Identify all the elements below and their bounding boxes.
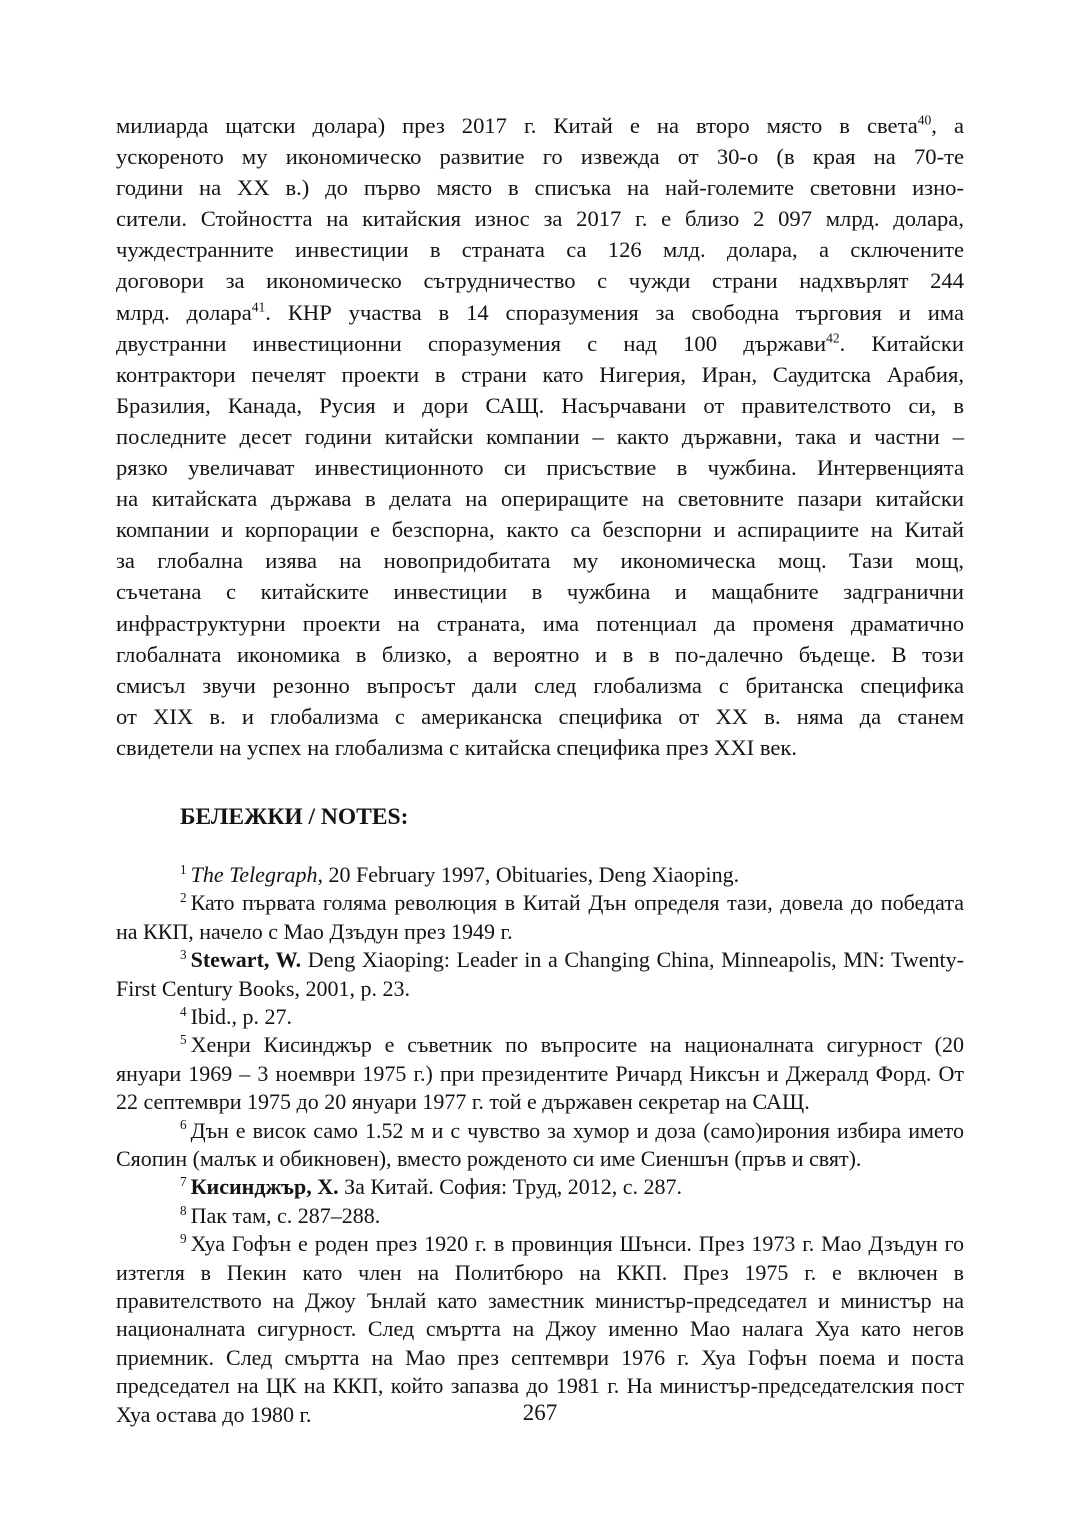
footnote-text: Като първата голяма революция в Китай Дън определя тази, довела до победата на ККП, начело с Мао Дзъдун през 1949 г. — [116, 890, 964, 944]
paragraph-line: Бразилия, Канада, Русия и дори САЩ. Насърчавани от правителството си, в — [116, 392, 964, 418]
footnote-number: 2 — [180, 890, 187, 906]
footnote-text: Пак там, с. 287–288. — [190, 1202, 381, 1228]
footnote-number: 7 — [180, 1174, 187, 1190]
paragraph-line: милиарда щатски долара) през 2017 г. Китай е на второ място в света$^{40}$, а — [116, 112, 965, 138]
paragraph-line: свидетели на успех на глобализма с китайска специфика през XXI век. — [116, 734, 798, 760]
paragraph-line: двустранни инвестиционни споразумения с над 100 държави$^{42}$. Китайски — [116, 330, 964, 356]
footnote-text: Дън е висок само 1.52 м и с чувство за хумор и доза (само)ирония избира името Сяопин (малък и обикновен), вместо рожденото си име Сиеншън (пръв и свят). — [116, 1117, 964, 1172]
paragraph-line: глобалната икономика в близко, а вероятно и в в по-далечно бъдеще. В този — [116, 641, 964, 667]
footnote — [116, 1117, 964, 1174]
paragraph-line: последните десет години китайски компании – както държавни, така и частни – — [116, 423, 964, 449]
paragraph-line: чуждестранните инвестиции в страната са 126 млд. долара, а сключените — [116, 237, 964, 263]
footnote-number: 9 — [180, 1230, 187, 1246]
paragraph-line: рязко увеличават инвестиционното си присъствие в чужбина. Интервенцията — [116, 455, 964, 481]
paragraph-line: договори за икономическо сътрудничество с чужди страни надхвърлят 244 — [116, 268, 964, 294]
page-content — [116, 110, 964, 1429]
footnote-number: 5 — [180, 1032, 187, 1048]
page-number: 267 — [522, 1400, 558, 1425]
paragraph-line: години на ХХ в.) до първо място в списъка на най-големите световни изно- — [116, 175, 964, 201]
footnote-number: 3 — [180, 946, 187, 962]
footnote-text: Stewart, W. Deng Xiaoping: Leader in a Changing China, Minneapolis, MN: Twenty-First Century Books, 2001, p. 23. — [116, 947, 964, 1001]
footnote-number: 8 — [180, 1202, 187, 1218]
paragraph-line: ускореното му икономическо развитие го извежда от 30-о (в края на 70-те — [116, 144, 964, 170]
footnote-text: Кисинджър, Х. За Китай. София: Труд, 2012, с. 287. — [190, 1174, 683, 1200]
footnotes-list — [116, 861, 964, 1429]
paragraph-line: на китайската държава в делата на опериращите на световните пазари китайски — [116, 486, 964, 512]
footnote — [116, 1173, 964, 1201]
paragraph-line: инфраструктурни проекти на страната, има потенциал да променя драматично — [116, 610, 964, 636]
footnote-text: Ibid., p. 27. — [190, 1004, 293, 1029]
paragraph-line: компании и корпорации е безспорна, както са безспорни и аспирациите на Китай — [116, 517, 964, 543]
footnote-text: Хенри Кисинджър е съветник по въпросите на националната сигурност (20 януари 1969 – 3 ноември 1975 г.) при президентите Ричард Никсън и Джералд Форд. От 22 септември 1975 до 20 януари 1977 г. той е държавен секретар на САЩ. — [116, 1032, 964, 1115]
footnote-text: The Telegraph, 20 February 1997, Obituaries, Deng Xiaoping. — [190, 861, 740, 887]
body-paragraph — [116, 110, 964, 763]
footnote — [116, 1031, 964, 1116]
paragraph-line: сители. Стойността на китайския износ за 2017 г. е близо 2 097 млрд. долара, — [116, 206, 964, 232]
notes-heading: БЕЛЕЖКИ / NOTES: — [180, 803, 409, 830]
footnote-number: 4 — [180, 1003, 187, 1019]
paragraph-line: млрд. долара$^{41}$. КНР участва в 14 споразумения за свободна търговия и има — [116, 299, 964, 325]
footnote — [116, 889, 964, 946]
footnote-number: 6 — [180, 1117, 187, 1133]
footnote — [116, 946, 964, 1003]
paragraph-line: за глобална изява на новопридобитата му икономическа мощ. Тази мощ, — [116, 548, 964, 574]
footnote — [116, 861, 964, 889]
paragraph-line: смисъл звучи резонно въпросът дали след глобализма с британска специфика — [116, 672, 964, 698]
footnote — [116, 1202, 964, 1230]
paragraph-line: контрактори печелят проекти в страни като Нигерия, Иран, Саудитска Арабия, — [116, 361, 964, 387]
paragraph-line: от XIX в. и глобализма с американска специфика от XX в. няма да станем — [116, 703, 964, 729]
footnote-number: 1 — [180, 861, 187, 877]
paragraph-line: съчетана с китайските инвестиции в чужбина и мащабните задгранични — [116, 579, 964, 605]
footnote — [116, 1003, 964, 1031]
footnote-text: Хуа Гофън е роден през 1920 г. в провинция Шънси. През 1973 г. Мао Дзъдун го изтегля в Пекин като член на Политбюро на ККП. През 1975 г. е включен в правителството на Джоу Ънлай като заместник министър-председател и министър на националната сигурност. След смъртта на Джоу именно Мао налага Хуа като негов приемник. След смъртта на Мао през септември 1976 г. Хуа Гофън поема и поста председател на ЦК на ККП, който запазва до 1981 г. На министър-председателския пост Хуа остава до 1980 г. — [116, 1231, 964, 1427]
